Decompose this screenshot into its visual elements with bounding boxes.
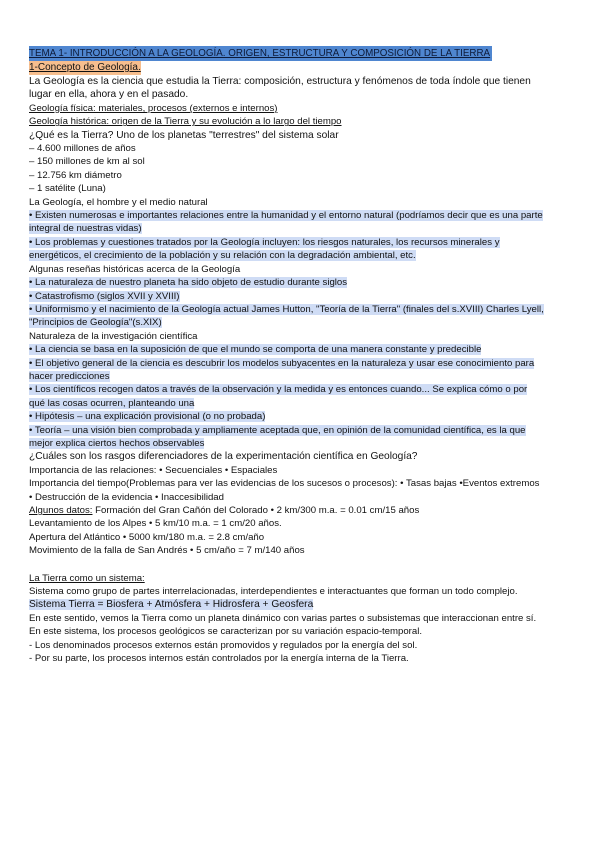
highlighted-line: • El objetivo general de la ciencia es descubrir los modelos subyacentes en la naturaleza y usar ese conocimiento para: [29, 357, 535, 369]
highlighted-line: hacer predicciones: [29, 370, 110, 382]
highlighted-line: • Existen numerosas e importantes relaciones entre la humanidad y el entorno natural (podríamos decir que es una parte: [29, 210, 543, 222]
list-item: – 4.600 millones de años: [29, 143, 136, 155]
highlighted-line: integral de nuestras vidas): [29, 223, 142, 235]
datos-first: Formación del Gran Cañón del Colorado • 2 km/300 m.a. = 0.01 cm/15 años: [92, 505, 420, 516]
geologia-historica: Geología histórica: origen de la Tierra y su evolución a lo largo del tiempo: [29, 116, 342, 128]
highlighted-line: • Teoría – una visión bien comprobada y ampliamente aceptada que, en opinión de la comunidad científica, es la que: [29, 424, 526, 436]
list-item: – 12.756 km diámetro: [29, 169, 122, 181]
highlighted-line: • La naturaleza de nuestro planeta ha sido objeto de estudio durante siglos: [29, 277, 348, 289]
datos-label: Algunos datos:: [29, 505, 93, 516]
subheading: La Geología, el hombre y el medio natural: [29, 196, 208, 208]
datos-line: Apertura del Atlántico • 5000 km/180 m.a. = 2.8 cm/año: [29, 531, 265, 543]
paragraph-line: ¿Qué es la Tierra? Uno de los planetas "terrestres" del sistema solar: [29, 129, 339, 141]
section-heading: 1-Concepto de Geología.: [29, 62, 141, 73]
paragraph-line: • Destrucción de la evidencia • Inaccesibilidad: [29, 491, 224, 503]
geologia-fisica: Geología física: materiales, procesos (externos e internos): [29, 102, 278, 114]
paragraph-line: Importancia de las relaciones: • Secuenciales • Espaciales: [29, 464, 278, 476]
highlighted-line: • La ciencia se basa en la suposición de que el mundo se comporta de una manera constante y predecible: [29, 344, 482, 356]
datos-line: Levantamiento de los Alpes • 5 km/10 m.a. = 1 cm/20 años.: [29, 518, 282, 530]
highlighted-line: • Catastrofismo (siglos XVII y XVIII): [29, 290, 180, 302]
highlighted-line: • Los problemas y cuestiones tratados por la Geología incluyen: los riesgos naturales, los recursos minerales y: [29, 236, 500, 248]
paragraph-line: En este sentido, vemos la Tierra como un planeta dinámico con varias partes o subsistemas que interaccionan entre sí.: [29, 612, 537, 624]
list-item: – 1 satélite (Luna): [29, 183, 106, 195]
sistema-equation: Sistema Tierra = Biosfera + Atmósfera + Hidrosfera + Geosfera: [29, 599, 314, 611]
highlighted-line: "Principios de Geología"(s.XIX): [29, 317, 162, 329]
datos-line: [29, 504, 574, 517]
paragraph-line: Sistema como grupo de partes interrelacionadas, interdependientes e interactuantes que forman un todo complejo.: [29, 586, 518, 598]
highlighted-line: • Los científicos recogen datos a través de la observación y la medida y es entonces cuando... Se explica cómo o por: [29, 384, 528, 396]
paragraph-line: La Geología es la ciencia que estudia la Tierra: composición, estructura y fenómenos de toda índole que tienen: [29, 76, 531, 87]
list-item: – 150 millones de km al sol: [29, 156, 145, 168]
subheading: Naturaleza de la investigación científica: [29, 330, 198, 342]
subheading: Algunas reseñas históricas acerca de la Geología: [29, 263, 241, 275]
document-page: [29, 46, 574, 665]
highlighted-line: energéticos, el crecimiento de la población y su relación con la degradación ambiental, etc.: [29, 250, 416, 262]
question-line: ¿Cuáles son los rasgos diferenciadores de la experimentación científica en Geología?: [29, 451, 418, 463]
highlighted-line: qué las cosas ocurren, planteando una: [29, 397, 195, 409]
paragraph-line: lugar en ella, ahora y en el pasado.: [29, 89, 189, 101]
paragraph-line: En este sistema, los procesos geológicos se caracterizan por su variación espacio-temporal.: [29, 626, 423, 638]
paragraph-line: Importancia del tiempo(Problemas para ver las evidencias de los sucesos o procesos): • Tasas bajas •Eventos extremos: [29, 478, 540, 490]
highlighted-line: • Hipótesis – una explicación provisional (o no probada): [29, 411, 266, 423]
sistema-heading: La Tierra como un sistema:: [29, 572, 145, 584]
paragraph-line: - Los denominados procesos externos están promovidos y regulados por la energía del sol.: [29, 639, 418, 651]
highlighted-line: • Uniformismo y el nacimiento de la Geología actual James Hutton, "Teoría de la Tierra" (finales del s.XVIII) Charles Lyell,: [29, 303, 544, 315]
paragraph-line: - Por su parte, los procesos internos están controlados por la energía interna de la Tierra.: [29, 653, 409, 665]
datos-line: Movimiento de la falla de San Andrés • 5 cm/año = 7 m/140 años: [29, 545, 305, 557]
highlighted-line: mejor explica ciertos hechos observables: [29, 437, 205, 449]
document-title: TEMA 1- INTRODUCCIÓN A LA GEOLOGÍA. ORIGEN, ESTRUCTURA Y COMPOSICIÓN DE LA TIERRA: [29, 48, 491, 59]
